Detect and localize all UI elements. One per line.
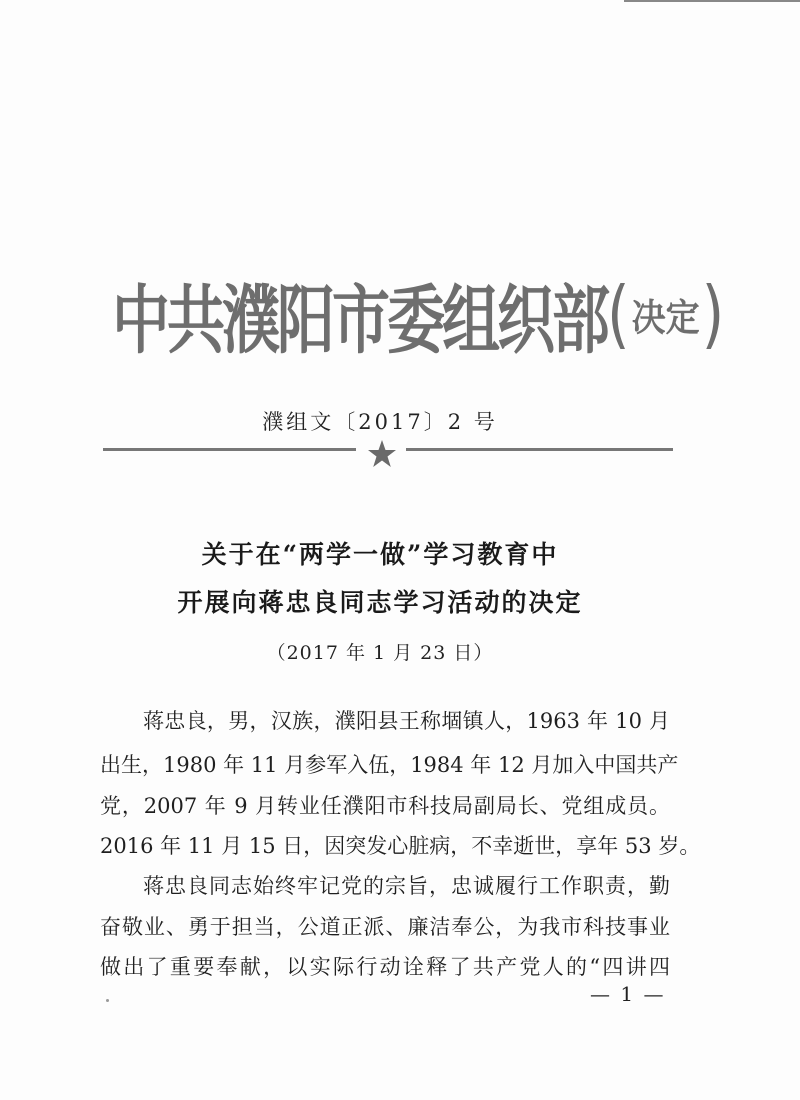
body-line: 做出了重要奉献，以实际行动诠释了共产党人的“四讲四 [100, 955, 670, 979]
document-header [112, 268, 725, 364]
header-paren-open: ( [607, 270, 630, 358]
header-paren-close: ) [701, 270, 725, 358]
star-icon [367, 439, 397, 469]
body-line: 奋敬业、勇于担当，公道正派、廉洁奉公，为我市科技事业 [100, 915, 670, 939]
header-divider [103, 445, 673, 475]
body-line: 党，2007 年 9 月转业任濮阳市科技局副局长、党组成员。 [100, 794, 670, 818]
document-title-line-1: 关于在“两学一做”学习教育中 [201, 540, 559, 569]
page-number: — 1 — [590, 982, 666, 1006]
divider-line-left [103, 448, 356, 451]
header-org-name: 中共濮阳市委组织部 [112, 276, 608, 364]
document-title-line-2: 开展向蒋忠良同志学习活动的决定 [177, 588, 583, 617]
document-date: （2017 年 1 月 23 日） [266, 642, 494, 664]
divider-line-right [406, 448, 673, 451]
header-doc-type: 决定 [631, 295, 700, 340]
body-line: 2016 年 11 月 15 日，因突发心脏病，不幸逝世，享年 53 岁。 [100, 834, 701, 858]
scan-speck [106, 999, 109, 1002]
scan-edge-mark [624, 0, 800, 2]
body-line: 蒋忠良同志始终牢记党的宗旨，忠诚履行工作职责，勤 [143, 874, 670, 898]
body-line: 蒋忠良，男，汉族，濮阳县王称堌镇人，1963 年 10 月 [143, 709, 670, 733]
body-line: 出生，1980 年 11 月参军入伍，1984 年 12 月加入中国共产 [100, 753, 679, 777]
document-number: 濮组文〔2017〕2 号 [262, 410, 498, 434]
